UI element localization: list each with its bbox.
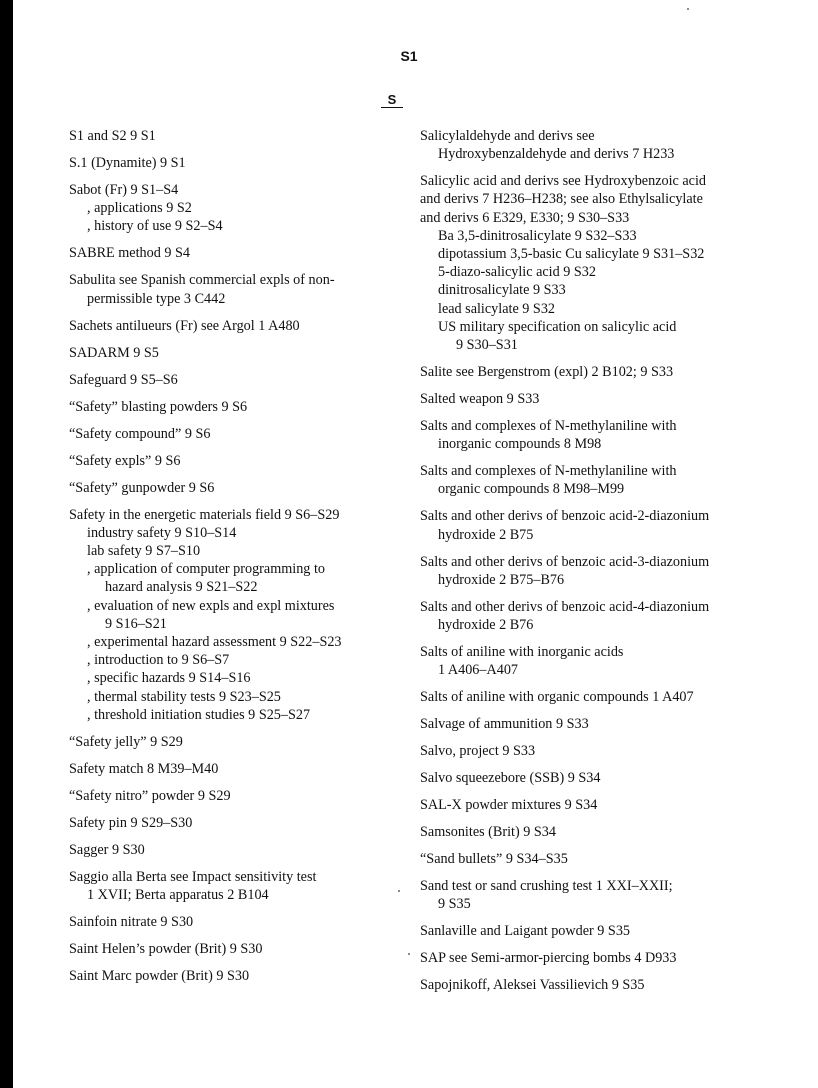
index-entry: [69, 787, 395, 805]
index-entry-subline: US military specification on salicylic acid: [438, 318, 677, 335]
index-entry: [420, 742, 765, 760]
index-entry-heading: Sagger 9 S30: [69, 841, 145, 858]
index-entry-subline: hydroxide 2 B76: [438, 617, 534, 634]
index-entry-heading: “Sand bullets” 9 S34–S35: [420, 851, 568, 868]
index-entry-heading: Salts of aniline with inorganic acids: [420, 644, 624, 661]
index-entry-heading: “Safety compound” 9 S6: [69, 425, 211, 442]
index-entry-subline: , specific hazards 9 S14–S16: [87, 670, 251, 687]
index-entry: [69, 398, 395, 416]
index-column-right: [420, 127, 765, 1003]
index-entry-heading: Sabot (Fr) 9 S1–S4: [69, 182, 179, 198]
page-title: S1: [400, 48, 418, 64]
index-entry-heading: Salted weapon 9 S33: [420, 391, 540, 408]
index-entry: [420, 598, 765, 634]
index-entry: [420, 949, 765, 967]
index-entry: [69, 479, 395, 497]
index-entry-subline: dinitrosalicylate 9 S33: [438, 282, 566, 299]
scan-speck: [687, 8, 689, 10]
index-entry-heading: SABRE method 9 S4: [69, 245, 191, 262]
index-entry: [69, 344, 395, 362]
index-entry: [69, 127, 395, 145]
index-entry-subline: , experimental hazard assessment 9 S22–S23: [87, 634, 342, 651]
index-entry: [420, 172, 765, 354]
index-entry: [420, 976, 765, 994]
index-entry: [420, 507, 765, 543]
section-letter: S: [387, 92, 397, 107]
index-entry-subline: hydroxide 2 B75–B76: [438, 571, 565, 588]
index-entry-heading: Sanlaville and Laigant powder 9 S35: [420, 923, 631, 940]
index-entry-subline: organic compounds 8 M98–M99: [438, 481, 625, 498]
index-entry-heading: “Safety jelly” 9 S29: [69, 733, 183, 750]
index-entry-heading: Saint Helen’s powder (Brit) 9 S30: [69, 941, 263, 958]
index-entry-subline: and derivs 6 E329, E330; 9 S30–S33: [420, 209, 630, 226]
section-underline: [381, 107, 403, 108]
index-entry: [69, 425, 395, 443]
index-entry-subline: dipotassium 3,5-basic Cu salicylate 9 S31–S32: [438, 246, 705, 263]
index-entry-heading: Salts and other derivs of benzoic acid-3-diazonium: [420, 553, 710, 570]
index-entry-subline: 9 S16–S21: [105, 615, 167, 632]
index-entry-heading: SADARM 9 S5: [69, 344, 159, 361]
index-entry-heading: Safeguard 9 S5–S6: [69, 371, 178, 388]
index-entry: [69, 244, 395, 262]
index-entry-heading: Sachets antilueurs (Fr) see Argol 1 A480: [69, 317, 300, 334]
index-entry: [420, 127, 765, 163]
index-entry-heading: “Safety” gunpowder 9 S6: [69, 479, 215, 496]
index-entry: [69, 452, 395, 470]
index-entry: [420, 462, 765, 498]
index-entry-subline: lab safety 9 S7–S10: [87, 543, 201, 560]
index-entry-heading: “Safety expls” 9 S6: [69, 452, 181, 469]
index-entry-subline: 1 XVII; Berta apparatus 2 B104: [87, 887, 269, 904]
index-entry: [420, 643, 765, 679]
index-entry-heading: Saggio alla Berta see Impact sensitivity test: [69, 868, 317, 885]
index-entry: [420, 796, 765, 814]
index-entry: [69, 317, 395, 335]
index-entry-heading: Salts and other derivs of benzoic acid-4-diazonium: [420, 598, 710, 615]
index-entry: [69, 181, 395, 236]
index-entry-subline: hazard analysis 9 S21–S22: [105, 579, 258, 596]
index-entry-heading: Salts and complexes of N-methylaniline with: [420, 418, 677, 435]
index-entry-subline: , applications 9 S2: [87, 200, 192, 217]
index-entry: [69, 154, 395, 172]
index-entry: [420, 417, 765, 453]
index-entry-subline: lead salicylate 9 S32: [438, 300, 556, 317]
index-entry-heading: “Safety nitro” powder 9 S29: [69, 787, 231, 804]
index-entry-heading: Safety in the energetic materials field 9 S6–S29: [69, 506, 340, 523]
index-entry-heading: Samsonites (Brit) 9 S34: [420, 824, 556, 841]
index-entry-heading: SAP see Semi-armor-piercing bombs 4 D933: [420, 950, 677, 967]
index-entry: [420, 363, 765, 381]
index-entry: [69, 271, 395, 307]
index-entry: [420, 823, 765, 841]
index-entry: [420, 553, 765, 589]
scan-speck: [408, 953, 410, 955]
index-entry-subline: industry safety 9 S10–S14: [87, 524, 237, 541]
index-entry: [69, 940, 395, 958]
index-entry-heading: Sand test or sand crushing test 1 XXI–XXII;: [420, 878, 673, 895]
index-entry: [69, 760, 395, 778]
index-entry: [69, 868, 395, 904]
index-entry: [420, 769, 765, 787]
index-entry: [69, 967, 395, 985]
index-entry-heading: Salts of aniline with organic compounds 1 A407: [420, 689, 694, 706]
index-entry-heading: Salvo, project 9 S33: [420, 743, 536, 760]
index-entry-heading: Safety match 8 M39–M40: [69, 760, 219, 777]
index-entry: [69, 733, 395, 751]
index-entry-heading: Salicylic acid and derivs see Hydroxybenzoic acid: [420, 173, 707, 190]
index-entry-heading: Sabulita see Spanish commercial expls of non-: [69, 272, 335, 289]
index-entry: [69, 814, 395, 832]
index-entry-subline: , introduction to 9 S6–S7: [87, 652, 230, 669]
index-entry-subline: 1 A406–A407: [438, 662, 519, 679]
index-entry-heading: Sainfoin nitrate 9 S30: [69, 914, 194, 931]
index-entry-subline: and derivs 7 H236–H238; see also Ethylsalicylate: [420, 191, 703, 208]
index-entry-subline: permissible type 3 C442: [87, 290, 226, 307]
index-entry-heading: Salvage of ammunition 9 S33: [420, 716, 589, 733]
index-entry: [69, 506, 395, 724]
index-entry-heading: Salts and other derivs of benzoic acid-2-diazonium: [420, 508, 710, 525]
scan-speck: [398, 890, 400, 892]
index-entry-subline: Hydroxybenzaldehyde and derivs 7 H233: [438, 146, 675, 163]
index-entry-subline: Ba 3,5-dinitrosalicylate 9 S32–S33: [438, 227, 637, 244]
index-entry: [420, 877, 765, 913]
index-entry-subline: 5-diazo-salicylic acid 9 S32: [438, 264, 596, 281]
index-entry: [420, 922, 765, 940]
index-entry-heading: Saint Marc powder (Brit) 9 S30: [69, 968, 250, 985]
index-entry-heading: Sapojnikoff, Aleksei Vassilievich 9 S35: [420, 977, 645, 994]
index-entry-subline: , history of use 9 S2–S4: [87, 218, 223, 235]
index-entry-subline: , threshold initiation studies 9 S25–S27: [87, 706, 311, 723]
index-entry: [69, 913, 395, 931]
index-entry-heading: S.1 (Dynamite) 9 S1: [69, 155, 186, 171]
index-entry: [420, 715, 765, 733]
index-entry-subline: , application of computer programming to: [87, 561, 325, 578]
index-entry: [420, 850, 765, 868]
index-entry-heading: S1 and S2 9 S1: [69, 128, 156, 144]
index-entry-heading: Salvo squeezebore (SSB) 9 S34: [420, 770, 601, 787]
index-entry-subline: , evaluation of new expls and expl mixtures: [87, 597, 335, 614]
index-entry-heading: SAL-X powder mixtures 9 S34: [420, 797, 598, 814]
index-entry: [420, 390, 765, 408]
index-entry-subline: , thermal stability tests 9 S23–S25: [87, 688, 281, 705]
index-entry-heading: Salicylaldehyde and derivs see: [420, 128, 595, 144]
index-entry-heading: Salite see Bergenstrom (expl) 2 B102; 9 S33: [420, 364, 674, 381]
index-entry: [420, 688, 765, 706]
index-column-left: [69, 127, 395, 994]
index-entry-heading: Salts and complexes of N-methylaniline with: [420, 463, 677, 480]
index-entry: [69, 371, 395, 389]
index-entry-subline: hydroxide 2 B75: [438, 526, 534, 543]
index-entry-subline: 9 S30–S31: [456, 337, 518, 354]
index-entry-heading: Safety pin 9 S29–S30: [69, 814, 193, 831]
index-entry-heading: “Safety” blasting powders 9 S6: [69, 398, 248, 415]
index-entry: [69, 841, 395, 859]
index-entry-subline: 9 S35: [438, 896, 471, 913]
scan-edge-bar: [0, 0, 13, 1088]
index-entry-subline: inorganic compounds 8 M98: [438, 436, 602, 453]
